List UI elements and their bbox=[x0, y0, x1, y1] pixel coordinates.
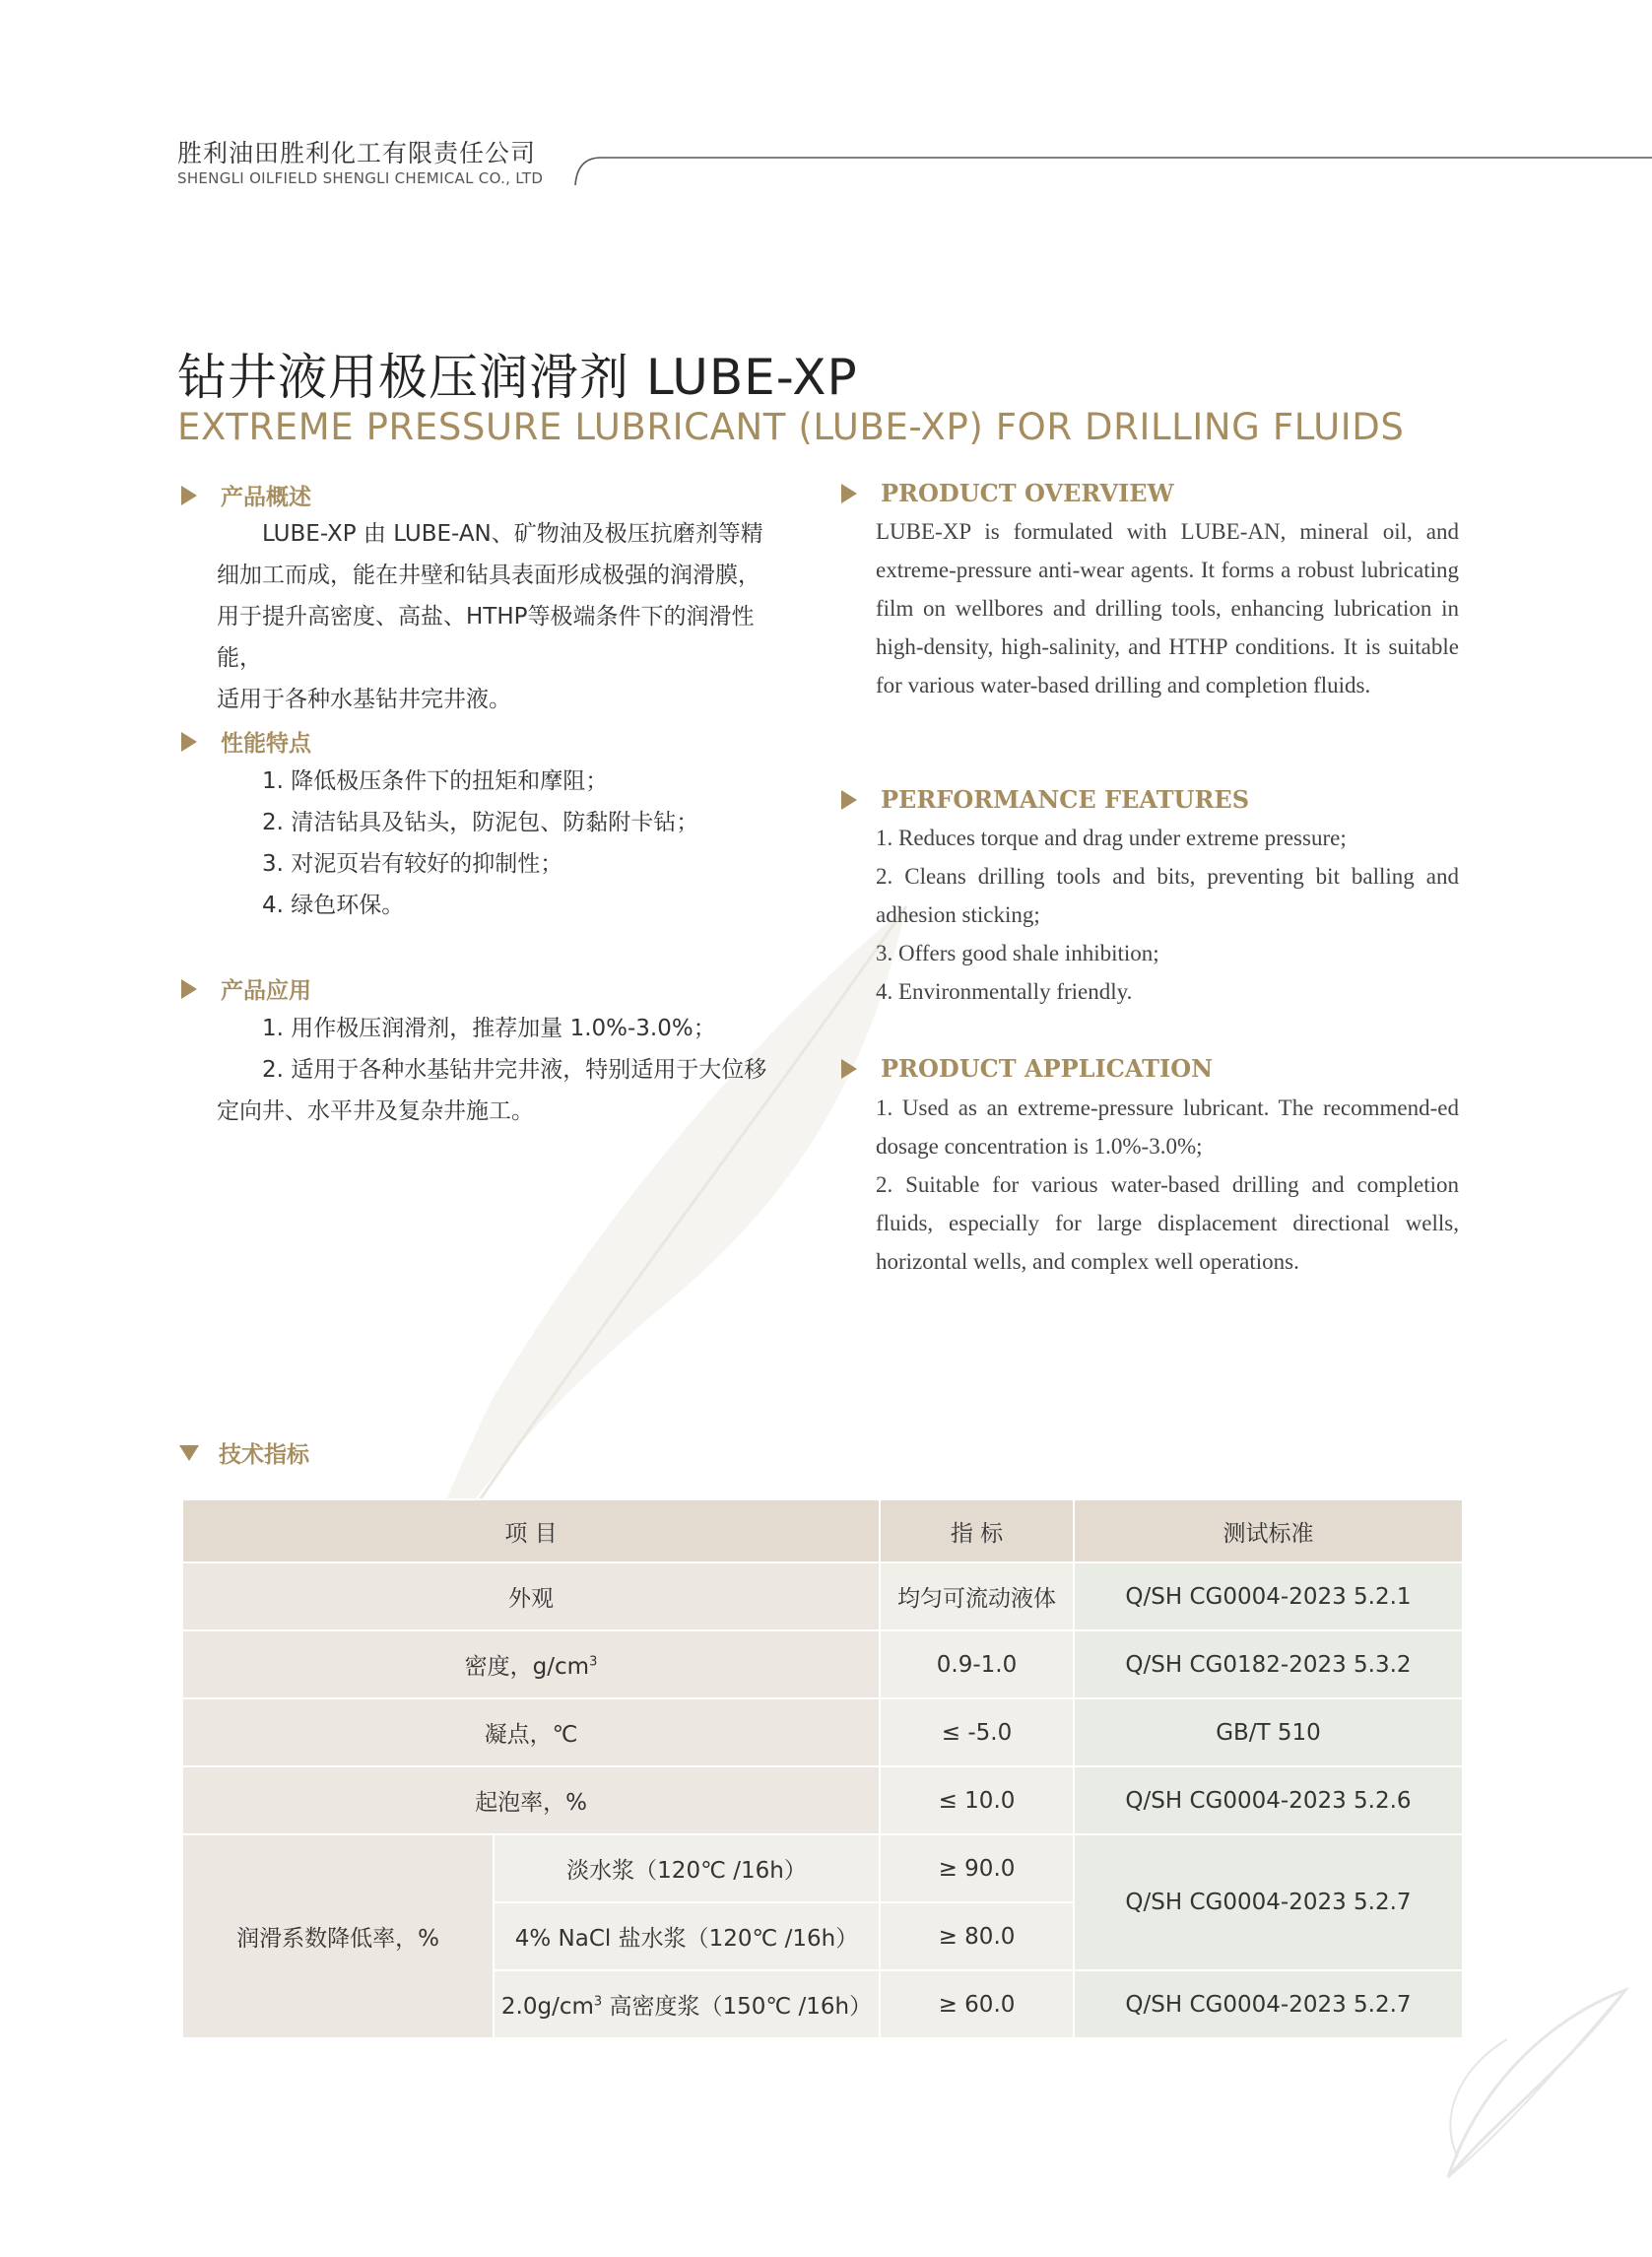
table-header-row bbox=[182, 1499, 1463, 1562]
section-heading-application-en: PRODUCT APPLICATION bbox=[841, 1054, 1213, 1083]
list-item: 4. Environmentally friendly. bbox=[876, 979, 1133, 1004]
table-row: 密度，$g/cm^3$ 0.9-1.0 Q/SH CG0182-2023 5.3.2 bbox=[182, 1630, 1463, 1698]
column-header-standard: 测试标准 bbox=[1074, 1499, 1463, 1562]
triangle-bullet-icon bbox=[841, 1059, 857, 1079]
table-row: 起泡率，% ≤ 10.0 Q/SH CG0004-2023 5.2.6 bbox=[182, 1766, 1463, 1834]
spec-table bbox=[181, 1498, 1464, 2039]
overview-text-cn: LUBE-XP 由 LUBE-AN、矿物油及极压抗磨剂等精 细加工而成，能在井壁和钻具表面形成极强的润滑膜， 用于提升高密度、高盐、HTHP等极端条件下的润滑性能， 适用于各种水基钻井完井液。 bbox=[217, 521, 763, 712]
table-row: $2.0g/cm^3$ 高密度浆（150℃ /16h） ≥ 60.0 Q/SH CG0004-2023 5.2.7 bbox=[182, 1970, 1463, 2038]
features-list-en bbox=[876, 819, 1459, 1011]
list-item: 3. Offers good shale inhibition; bbox=[876, 941, 1159, 965]
section-heading-overview-cn: 产品概述 bbox=[181, 479, 311, 511]
page-title-en: EXTREME PRESSURE LUBRICANT (LUBE-XP) FOR DRILLING FLUIDS bbox=[177, 406, 1405, 448]
column-header-value: 指 标 bbox=[880, 1499, 1074, 1562]
table-row: 凝点，℃ ≤ -5.0 GB/T 510 bbox=[182, 1698, 1463, 1766]
triangle-down-icon bbox=[179, 1445, 199, 1461]
table-row: 外观 均匀可流动液体 Q/SH CG0004-2023 5.2.1 bbox=[182, 1562, 1463, 1630]
company-name-cn: 胜利油田胜利化工有限责任公司 bbox=[177, 139, 537, 167]
application-text-cn: 1. 用作极压润滑剂，推荐加量 1.0%-3.0%； 2. 适用于各种水基钻井完井液，特别适用于大位移 定向井、水平井及复杂井施工。 bbox=[217, 1016, 767, 1124]
section-heading-overview-en: PRODUCT OVERVIEW bbox=[841, 479, 1174, 507]
triangle-bullet-icon bbox=[841, 484, 857, 503]
list-item: 2. Suitable for various water-based drilling and completion fluids, especially for large displacement directional wells, horizontal wells, and complex well operations. bbox=[876, 1172, 1459, 1274]
list-item: 1. 降低极压条件下的扭矩和摩阻； bbox=[262, 768, 609, 794]
application-text-en bbox=[876, 1089, 1459, 1281]
list-item: 1. Reduces torque and drag under extreme pressure; bbox=[876, 826, 1347, 850]
column-header-item: 项 目 bbox=[182, 1499, 880, 1562]
triangle-bullet-icon bbox=[181, 486, 197, 505]
table-row: 4% NaCl 盐水浆（120℃ /16h） ≥ 80.0 bbox=[182, 1902, 1463, 1970]
header-divider bbox=[571, 148, 1652, 187]
section-heading-specs: 技术指标 bbox=[179, 1436, 309, 1469]
triangle-bullet-icon bbox=[181, 732, 197, 752]
table-row: 润滑系数降低率，% 淡水浆（120℃ /16h） ≥ 90.0 Q/SH CG0004-2023 5.2.7 bbox=[182, 1834, 1463, 1902]
section-heading-features-cn: 性能特点 bbox=[181, 725, 311, 758]
triangle-bullet-icon bbox=[181, 979, 197, 999]
list-item: 2. 清洁钻具及钻头，防泥包、防黏附卡钻； bbox=[262, 810, 699, 835]
features-list-cn bbox=[262, 761, 814, 926]
list-item: 3. 对泥页岩有较好的抑制性； bbox=[262, 851, 563, 877]
company-name-en: SHENGLI OILFIELD SHENGLI CHEMICAL CO., LTD bbox=[177, 169, 544, 187]
lubricity-group-label: 润滑系数降低率，% bbox=[182, 1834, 494, 2038]
triangle-bullet-icon bbox=[841, 790, 857, 810]
section-heading-application-cn: 产品应用 bbox=[181, 972, 311, 1005]
list-item: 4. 绿色环保。 bbox=[262, 893, 405, 918]
list-item: 1. Used as an extreme-pressure lubricant. The recommend-ed dosage concentration is 1.0%-3.0%; bbox=[876, 1095, 1459, 1159]
section-heading-features-en: PERFORMANCE FEATURES bbox=[841, 785, 1249, 814]
page-title-cn: 钻井液用极压润滑剂 LUBE-XP bbox=[177, 349, 858, 406]
overview-text-en: LUBE-XP is formulated with LUBE-AN, mineral oil, and extreme-pressure anti-wear agents. It forms a robust lubricating film on wellbores and drilling tools, enhancing lubrication in high-density, high-salinity, and HTHP conditions. It is suitable for various water-based drilling and completion fluids. bbox=[876, 519, 1459, 697]
list-item: 2. Cleans drilling tools and bits, preventing bit balling and adhesion sticking; bbox=[876, 864, 1459, 927]
